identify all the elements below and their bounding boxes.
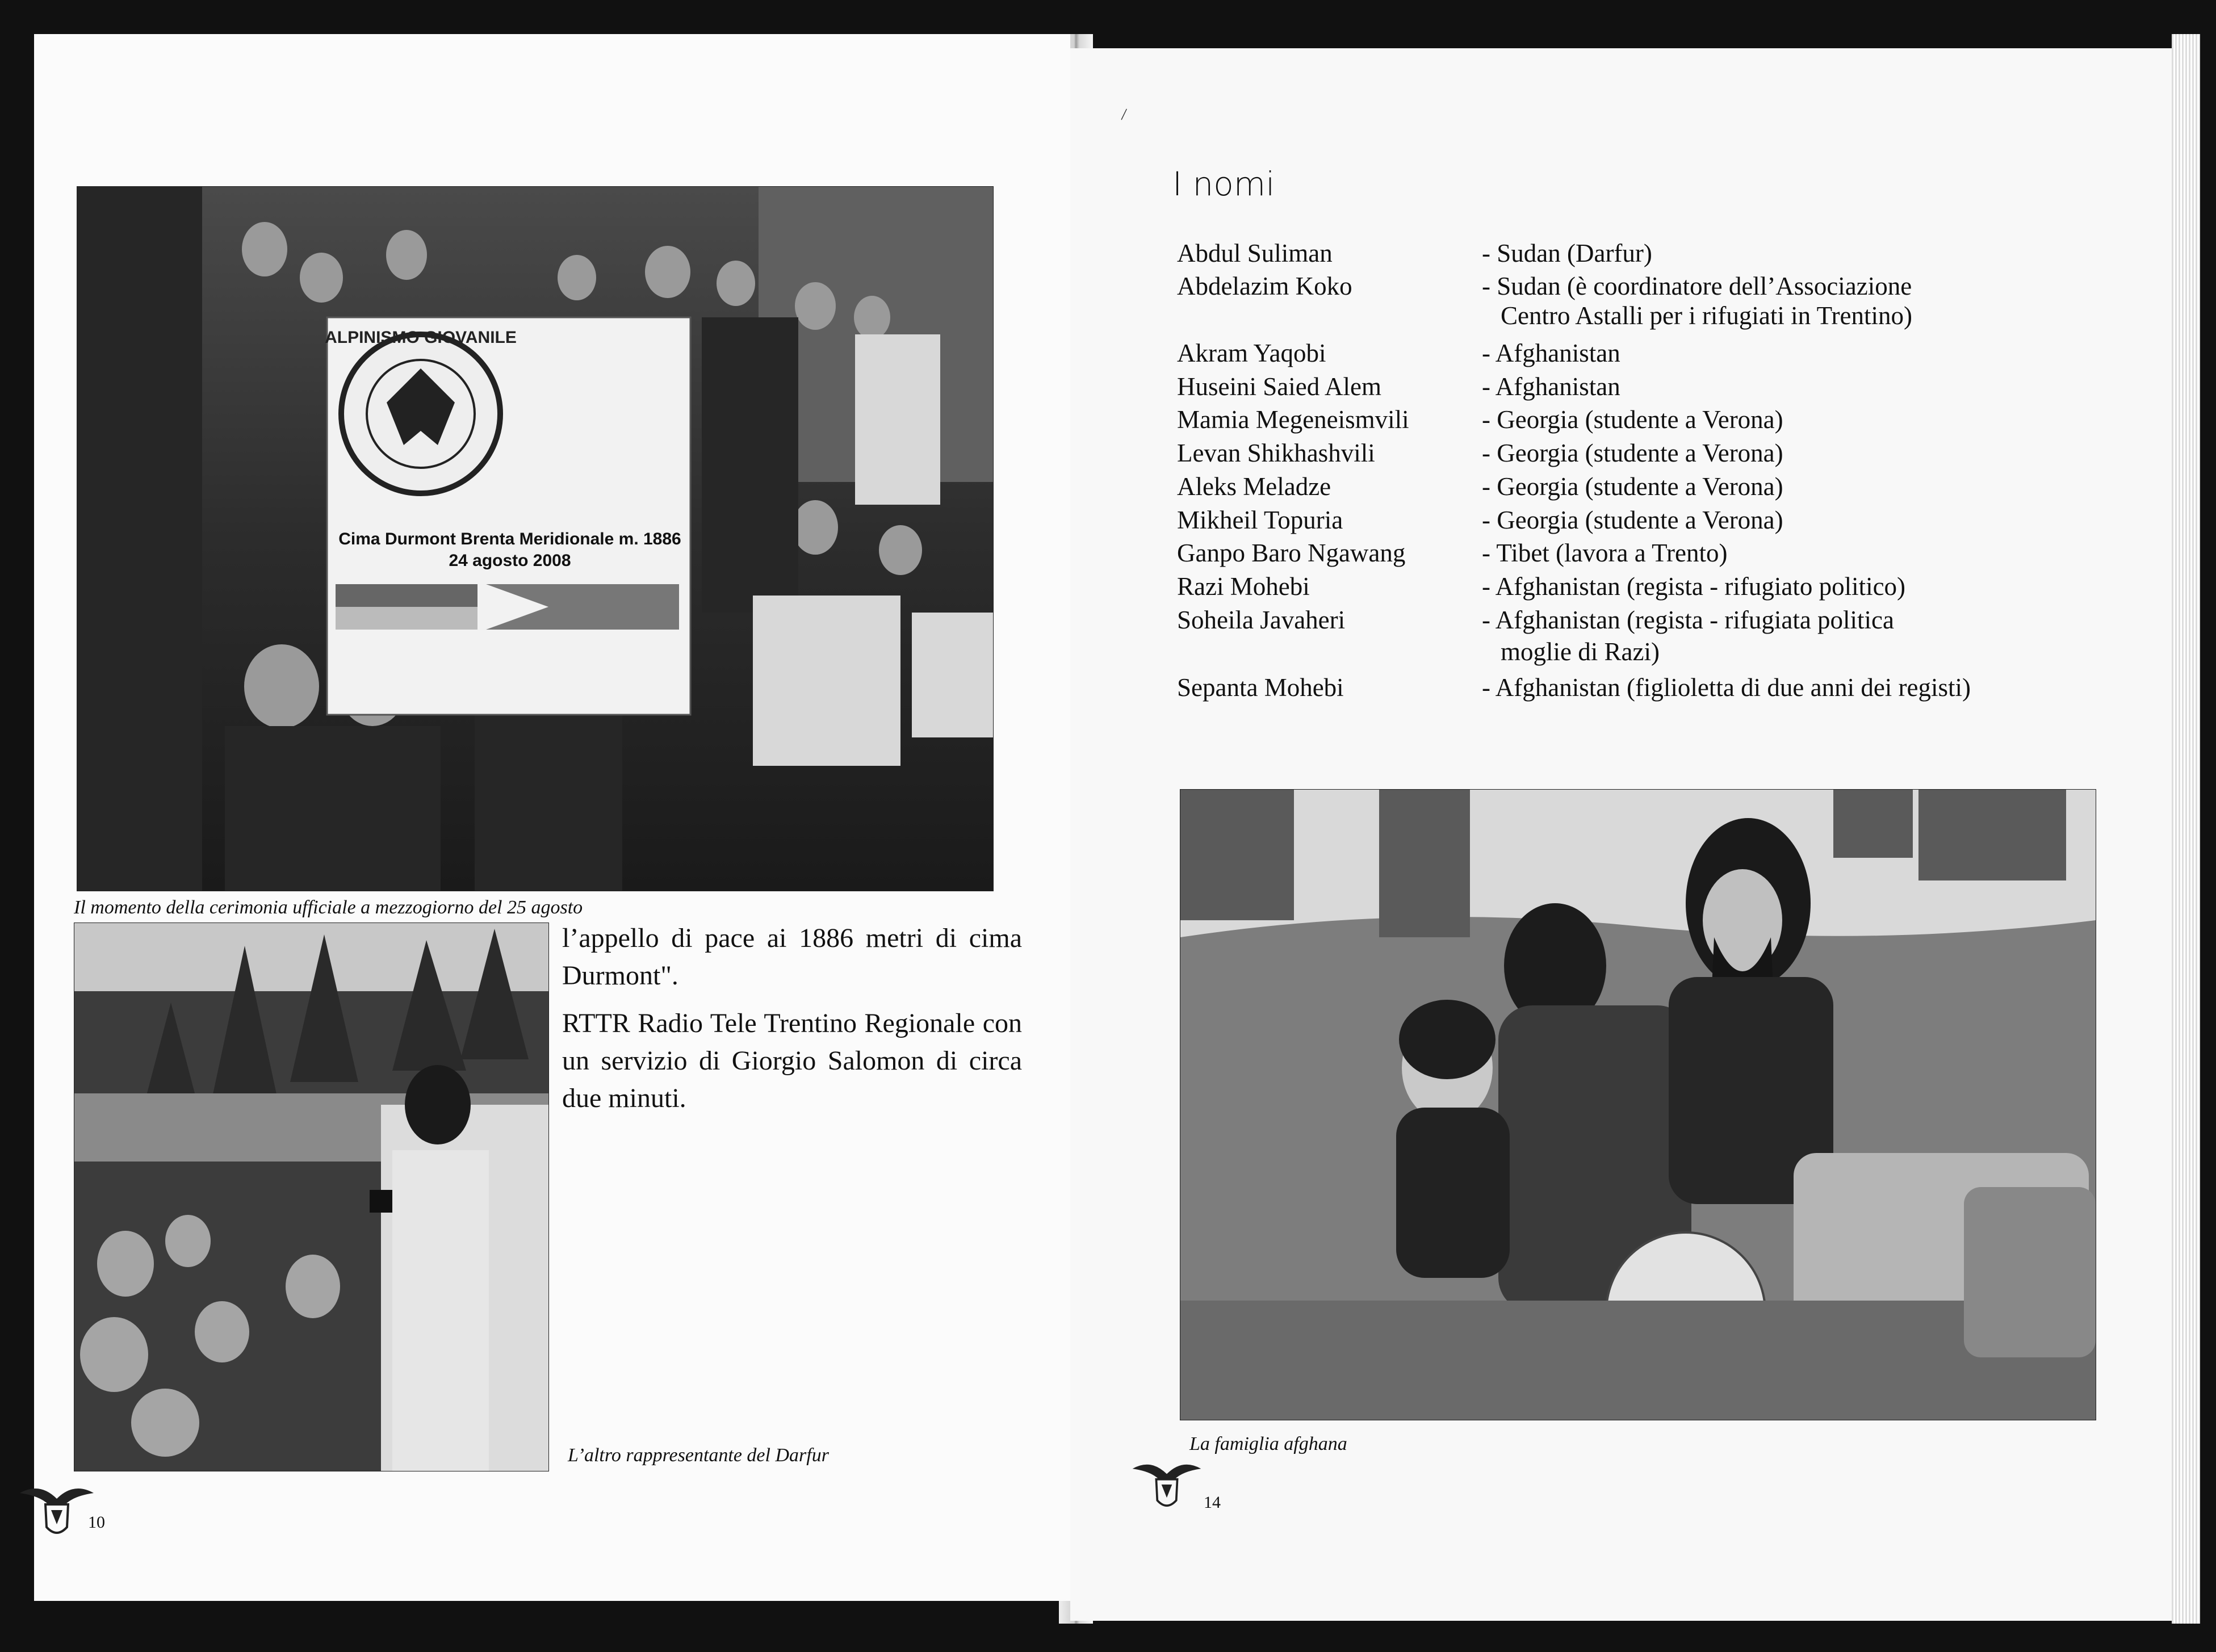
person-name: Sepanta Mohebi: [1177, 673, 1344, 702]
ceremony-caption: Il momento della cerimonia ufficiale a mezzogiorno del 25 agosto: [74, 897, 583, 918]
person-origin-cont: Centro Astalli per i rifugiati in Trentino): [1501, 301, 1912, 330]
person-name: Razi Mohebi: [1177, 572, 1310, 601]
person-origin: - Afghanistan: [1482, 339, 1620, 367]
paragraph-appeal: l’appello di pace ai 1886 metri di cima Durmont".: [562, 923, 1022, 991]
person-name: Abdelazim Koko: [1177, 272, 1352, 300]
person-name: Akram Yaqobi: [1177, 339, 1326, 367]
darfur-caption: L’altro rappresentante del Darfur: [568, 1445, 829, 1466]
person-name: Mamia Megeneismvili: [1177, 405, 1409, 434]
person-name: Soheila Javaheri: [1177, 606, 1346, 634]
page-edges: [2172, 34, 2200, 1624]
paragraph-rttr: RTTR Radio Tele Trentino Regionale con un servizio di Giorgio Salomon di circa due minuti.: [562, 1008, 1022, 1113]
cai-eagle-emblem: [17, 1479, 97, 1541]
stray-mark: \: [1115, 106, 1133, 123]
left-page: [34, 34, 1070, 1601]
page-number-right: 14: [1204, 1493, 1221, 1512]
person-origin: - Afghanistan (figlioletta di due anni dei registi): [1482, 673, 1971, 702]
page-number-left: 10: [88, 1513, 105, 1532]
cai-eagle-emblem: [1130, 1453, 1204, 1516]
person-origin: - Sudan (è coordinatore dell’Associazione: [1482, 272, 1912, 300]
person-origin: - Georgia (studente a Verona): [1482, 506, 1783, 534]
person-origin: - Georgia (studente a Verona): [1482, 439, 1783, 467]
ceremony-photo: [77, 186, 994, 891]
darfur-speaker-photo: [74, 923, 549, 1471]
person-name: Levan Shikhashvili: [1177, 439, 1375, 467]
banner-circle-text: ALPINISMO GIOVANILE: [325, 328, 517, 347]
person-name: Ganpo Baro Ngawang: [1177, 539, 1406, 567]
person-origin: - Afghanistan (regista - rifugiato politico): [1482, 572, 1906, 601]
afghan-family-photo: [1180, 789, 2096, 1420]
person-origin: - Georgia (studente a Verona): [1482, 472, 1783, 501]
left-body-text: [562, 920, 1022, 1127]
person-name: Aleks Meladze: [1177, 472, 1331, 501]
person-name: Abdul Suliman: [1177, 239, 1333, 267]
person-origin: - Tibet (lavora a Trento): [1482, 539, 1728, 567]
family-caption: La famiglia afghana: [1189, 1433, 1347, 1454]
banner-line-2: 24 agosto 2008: [449, 551, 571, 570]
person-name: Huseini Saied Alem: [1177, 372, 1381, 401]
person-origin: - Afghanistan: [1482, 372, 1620, 401]
person-origin: - Sudan (Darfur): [1482, 239, 1652, 267]
person-origin: - Afghanistan (regista - rifugiata politica: [1482, 606, 1894, 634]
person-name: Mikheil Topuria: [1177, 506, 1343, 534]
person-origin: - Georgia (studente a Verona): [1482, 405, 1783, 434]
banner-line-1: Cima Durmont Brenta Meridionale m. 1886: [338, 530, 681, 548]
person-origin-cont: moglie di Razi): [1501, 638, 1660, 666]
names-title: I nomi: [1172, 165, 1275, 203]
